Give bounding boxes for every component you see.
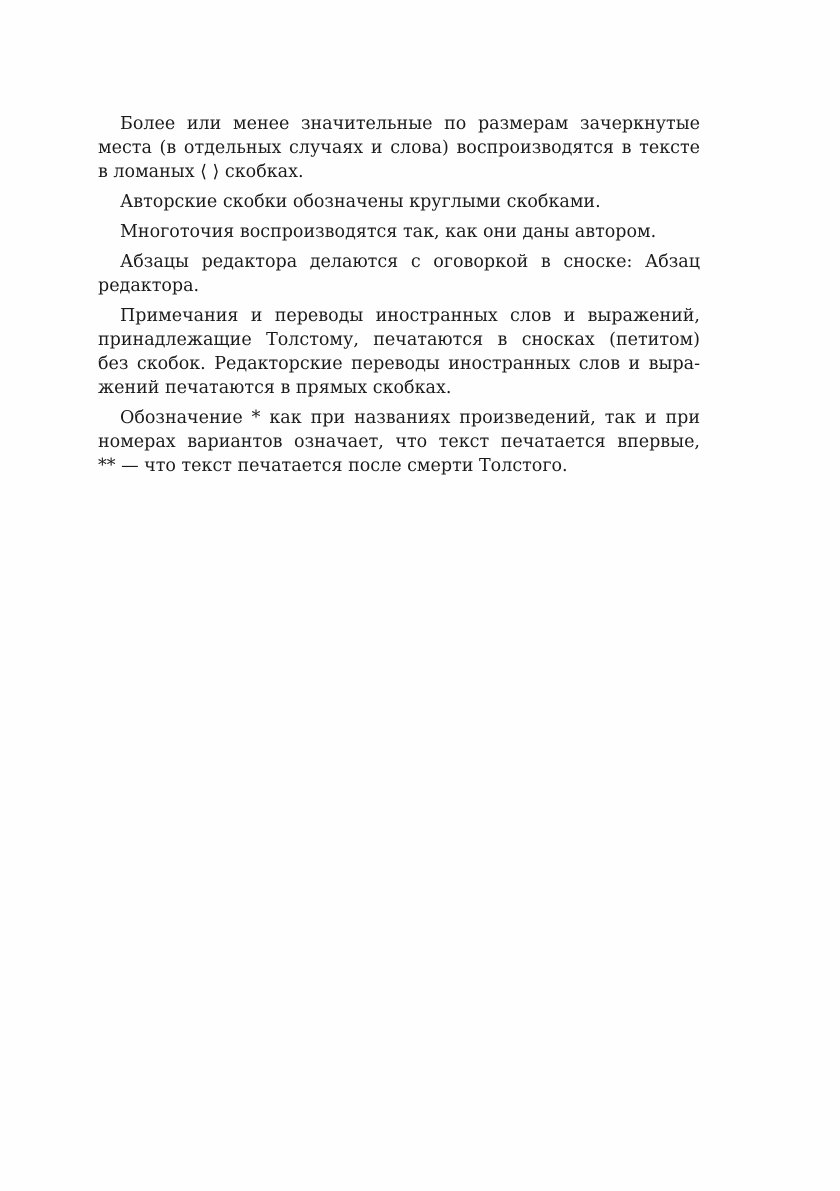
paragraph-editor-paragraphs [98,250,700,298]
text-line: жений печатаются в прямых скобках. [98,378,452,398]
paragraph-author-brackets [120,190,700,214]
text-line: без скобок. Редакторские переводы иностранных слов и выра- [98,354,700,374]
text-line: Примечания и переводы иностранных слов и выражений, [120,306,700,326]
text-line: принадлежащие Толстому, печатаются в сносках (петитом) [98,330,700,350]
text-line: в ломаных ⟨ ⟩ скобках. [98,162,304,182]
paragraph-asterisk-notation [98,406,700,478]
text-line: редактора. [98,276,200,296]
text-line: Более или менее значительные по размерам зачеркнутые [120,114,700,134]
paragraph-crossed-out-passages [98,112,700,184]
paragraph-ellipses [120,220,700,244]
text-line: Авторские скобки обозначены круглыми скобками. [120,192,601,212]
text-line: Абзацы редактора делаются с оговоркой в сноске: Абзац [120,252,700,272]
text-line: Обозначение * как при названиях произведений, так и при [120,408,700,428]
text-line: номерах вариантов означает, что текст печатается впервые, [98,432,700,452]
paragraph-notes-translations [98,304,700,400]
text-body [98,112,700,484]
text-line: Многоточия воспроизводятся так, как они даны автором. [120,222,657,242]
text-line: места (в отдельных случаях и слова) воспроизводятся в тексте [98,138,700,158]
text-line: ** — что текст печатается после смерти Толстого. [98,456,568,476]
